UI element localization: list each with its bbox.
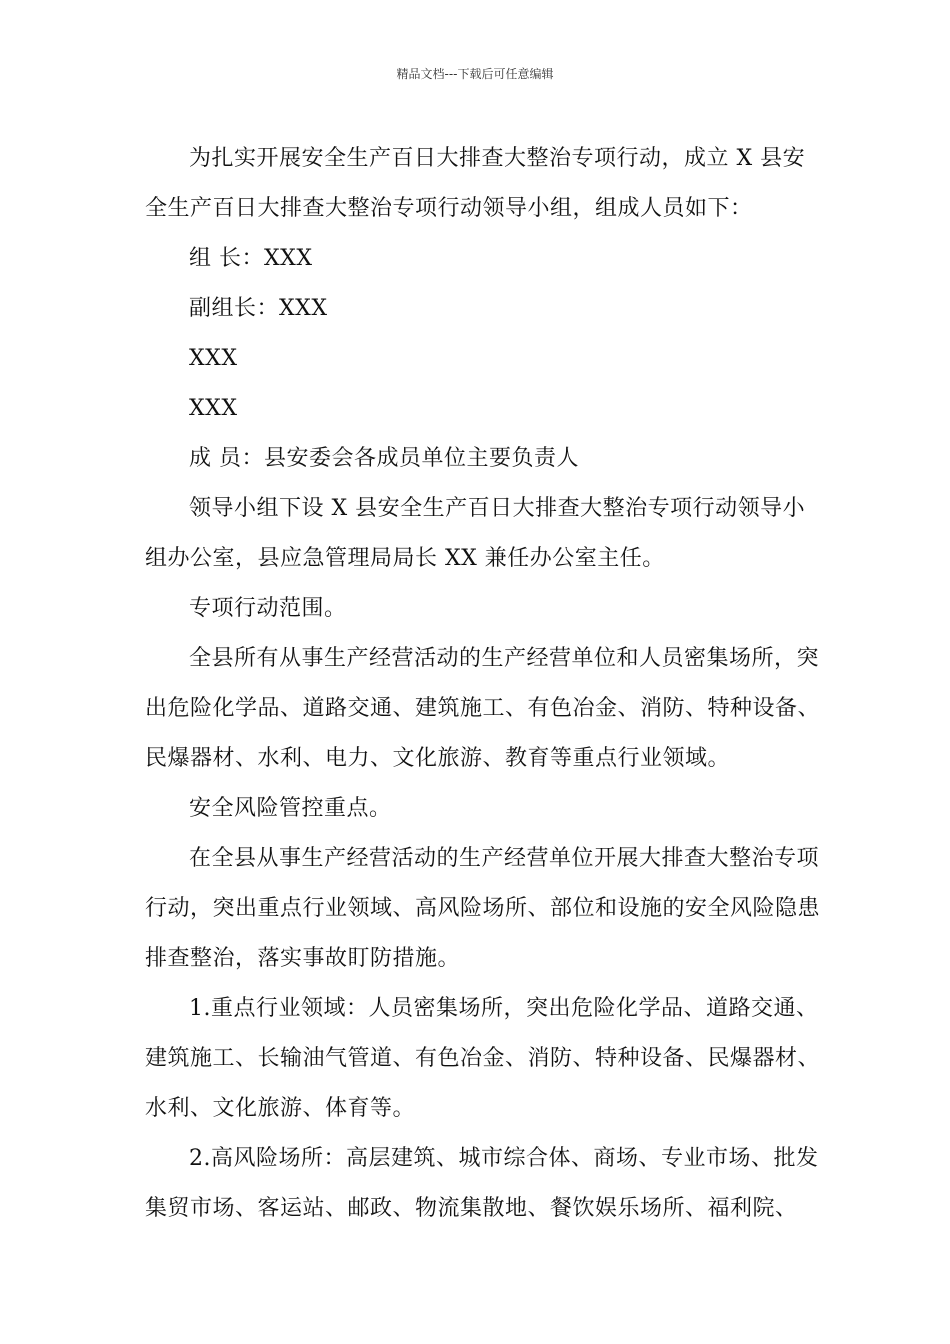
paragraph-deputy-name-1: XXX	[189, 346, 238, 371]
paragraph-office: 领导小组下设 X 县安全生产百日大排查大整治专项行动领导小组办公室，县应急管理局局长 XX 兼任办公室主任。	[145, 496, 806, 571]
paragraph-leader: 组 长：XXX	[189, 246, 313, 271]
paragraph-risk-heading: 安全风险管控重点。	[189, 796, 392, 821]
paragraph-deputy-name-2: XXX	[189, 396, 238, 421]
paragraph-intro: 为扎实开展安全生产百日大排查大整治专项行动，成立 X 县安全生产百日大排查大整治专项行动领导小组，组成人员如下：	[145, 146, 806, 221]
paragraph-deputy-leader: 副组长：XXX	[189, 296, 328, 321]
paragraph-risk: 在全县从事生产经营活动的生产经营单位开展大排查大整治专项行动，突出重点行业领域、高风险场所、部位和设施的安全风险隐患排查整治，落实事故盯防措施。	[145, 846, 821, 971]
paragraph-members: 成 员：县安委会各成员单位主要负责人	[189, 446, 579, 471]
paragraph-key-industries: 1.重点行业领域：人员密集场所，突出危险化学品、道路交通、建筑施工、长输油气管道、有色冶金、消防、特种设备、民爆器材、水利、文化旅游、体育等。	[145, 996, 821, 1121]
paragraph-scope-heading: 专项行动范围。	[189, 596, 347, 621]
paragraph-scope: 全县所有从事生产经营活动的生产经营单位和人员密集场所，突出危险化学品、道路交通、建筑施工、有色冶金、消防、特种设备、民爆器材、水利、电力、文化旅游、教育等重点行业领域。	[145, 646, 821, 771]
paragraph-high-risk-places: 2.高风险场所：高层建筑、城市综合体、商场、专业市场、批发集贸市场、客运站、邮政、物流集散地、餐饮娱乐场所、福利院、	[145, 1146, 819, 1221]
document-body	[145, 134, 820, 1234]
page-header: 精品文档---下载后可任意编辑	[396, 67, 554, 81]
